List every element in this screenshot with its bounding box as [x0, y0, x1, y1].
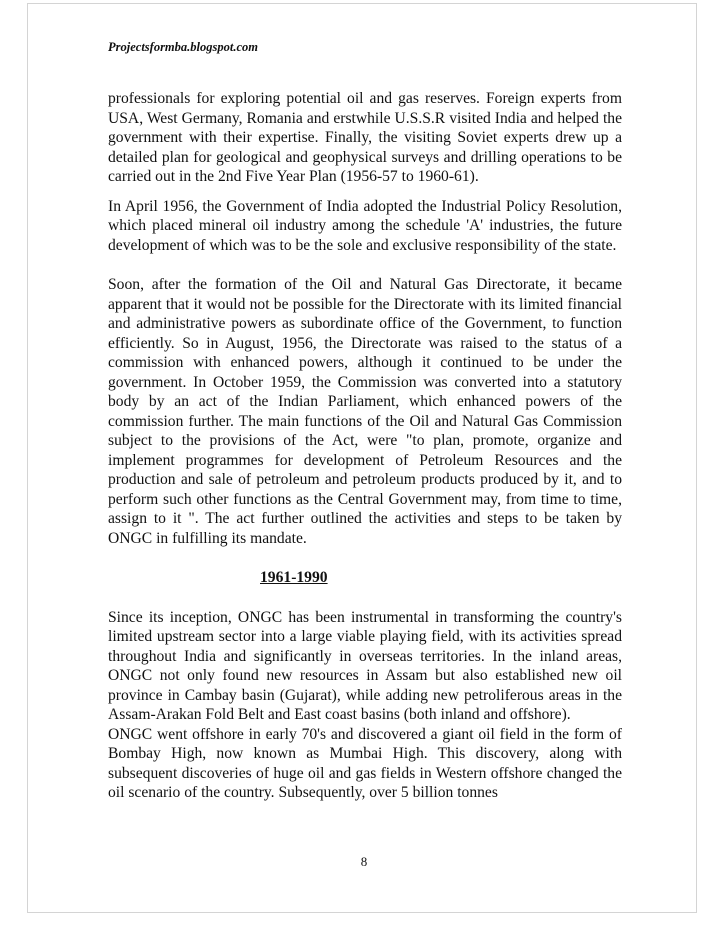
- paragraph-ongc-inception: Since its inception, ONGC has been instrumental in transforming the country's limited upstream sector into a large viable playing field, with its activities spread throughout India and significantly in overseas territories. In the inland areas, ONGC not only found new resources in Assam but also established new oil province in Cambay basin (Gujarat), while adding new petroliferous areas in the Assam-Arakan Fold Belt and East coast basins (both inland and offshore).: [108, 608, 622, 723]
- section-heading-1961-1990: 1961-1990: [260, 569, 328, 586]
- paragraph-industrial-policy: In April 1956, the Government of India adopted the Industrial Policy Resolution, which placed mineral oil industry among the schedule 'A' industries, the future development of which was to be the sole and exclusive responsibility of the state.: [108, 197, 622, 254]
- paragraph-commission-formation: Soon, after the formation of the Oil and Natural Gas Directorate, it became apparent that it would not be possible for the Directorate with its limited financial and administrative powers as subordinate office of the Government, to function efficiently. So in August, 1956, the Directorate was raised to the status of a commission with enhanced powers, although it continued to be under the government. In October 1959, the Commission was converted into a statutory body by an act of the Indian Parliament, which enhanced powers of the commission further. The main functions of the Oil and Natural Gas Commission subject to the provisions of the Act, were "to plan, promote, organize and implement programmes for development of Petroleum Resources and the production and sale of petroleum and petroleum products produced by it, and to perform such other functions as the Central Government may, from time to time, assign to it ". The act further outlined the activities and steps to be taken by ONGC in fulfilling its mandate.: [108, 276, 622, 547]
- document-body: [108, 89, 622, 803]
- header-site-name: Projectsformba.blogspot.com: [108, 40, 258, 54]
- paragraph-ongc-offshore: ONGC went offshore in early 70's and discovered a giant oil field in the form of Bombay High, now known as Mumbai High. This discovery, along with subsequent discoveries of huge oil and gas fields in Western offshore changed the oil scenario of the country. Subsequently, over 5 billion tonnes: [108, 725, 622, 801]
- page-number: 8: [360, 854, 368, 869]
- paragraph-foreign-experts: professionals for exploring potential oil and gas reserves. Foreign experts from USA, West Germany, Romania and erstwhile U.S.S.R visited India and helped the government with their expertise. Finally, the visiting Soviet experts drew up a detailed plan for geological and geophysical surveys and drilling operations to be carried out in the 2nd Five Year Plan (1956-57 to 1960-61).: [108, 90, 622, 185]
